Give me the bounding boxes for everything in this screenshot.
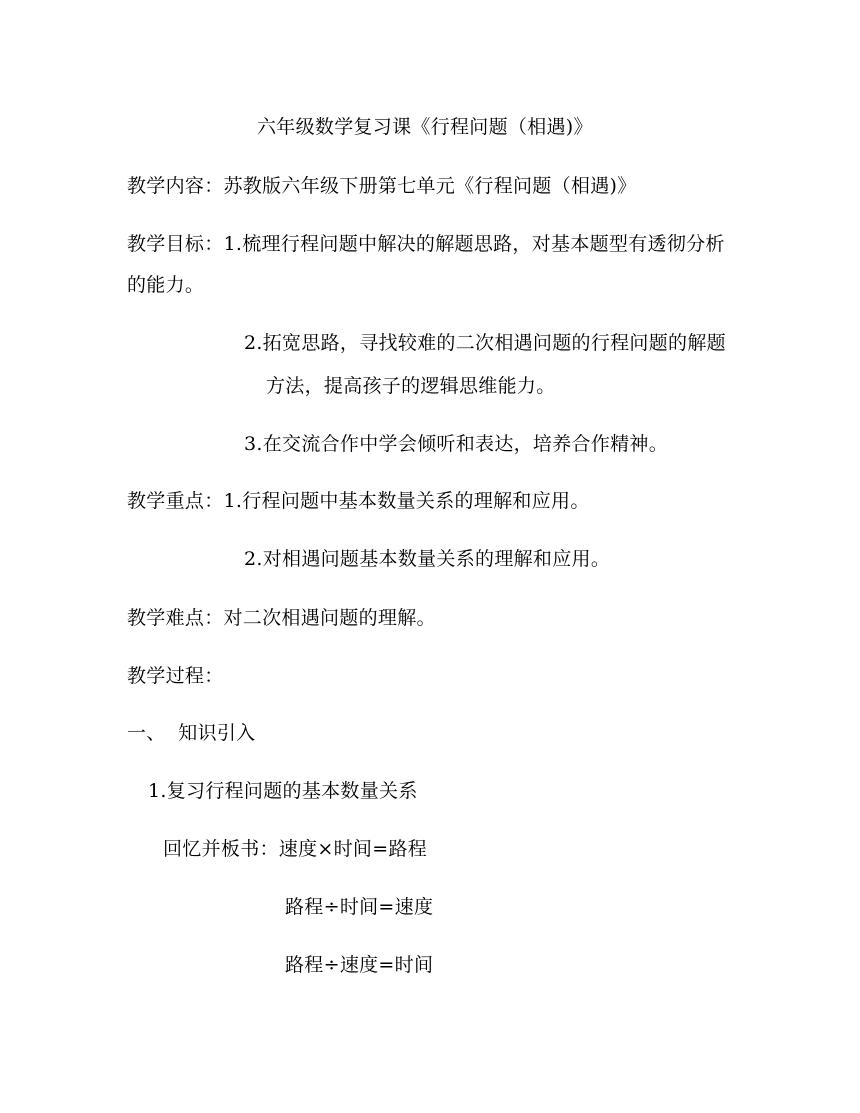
teaching-content: 教学内容：苏教版六年级下册第七单元《行程问题（相遇)》 xyxy=(127,175,637,197)
list-item-1: 1.复习行程问题的基本数量关系 xyxy=(148,780,418,802)
objective-1: 教学目标：1.梳理行程问题中解决的解题思路，对基本题型有透彻分析 xyxy=(127,233,725,255)
formula-line-1: 回忆并板书：速度×时间=路程 xyxy=(163,838,428,860)
objective-3: 3.在交流合作中学会倾听和表达，培养合作精神。 xyxy=(244,433,669,455)
objective-1-continued: 的能力。 xyxy=(127,274,205,296)
objective-2-continued: 方法，提高孩子的逻辑思维能力。 xyxy=(266,375,556,397)
teaching-process-label: 教学过程： xyxy=(127,665,224,687)
section-heading: 一、 知识引入 xyxy=(127,722,256,744)
formula-line-3: 路程÷速度=时间 xyxy=(285,954,434,976)
document-title: 六年级数学复习课《行程问题（相遇)》 xyxy=(257,116,593,138)
teaching-difficulty: 教学难点：对二次相遇问题的理解。 xyxy=(127,607,436,629)
formula-line-2: 路程÷时间=速度 xyxy=(285,896,434,918)
objective-2: 2.拓宽思路，寻找较难的二次相遇问题的行程问题的解题 xyxy=(244,332,726,354)
key-point-2: 2.对相遇问题基本数量关系的理解和应用。 xyxy=(244,548,611,570)
key-point-1: 教学重点：1.行程问题中基本数量关系的理解和应用。 xyxy=(127,490,590,512)
